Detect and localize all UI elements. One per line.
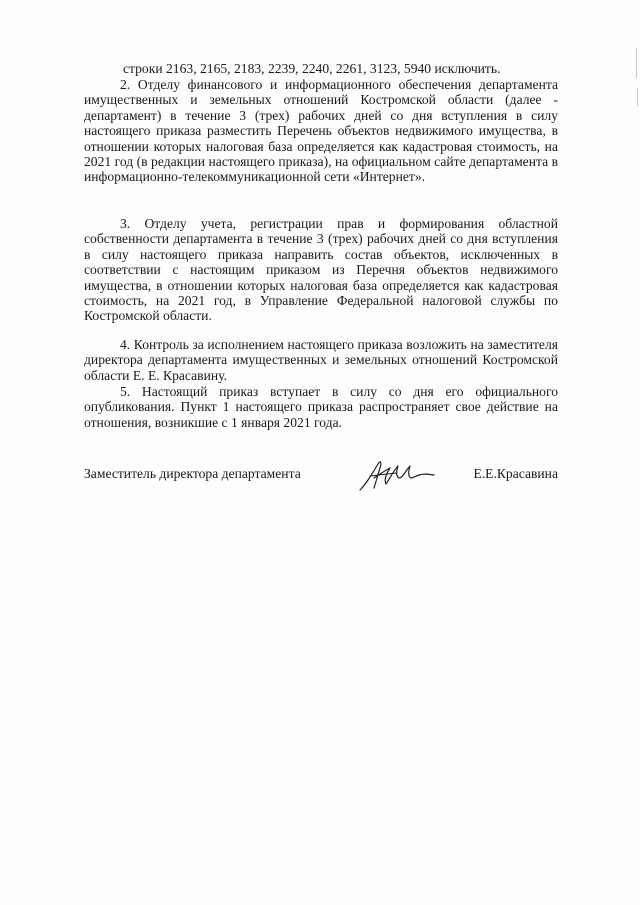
paragraph-2 <box>84 77 558 185</box>
paragraph-5-text: 5. Настоящий приказ вступает в силу со дня его официального опубликования. Пункт 1 настоящего приказа распространяет свое действие на отношения, возникшие с 1 января 2021 года. <box>84 384 558 430</box>
handwritten-signature <box>356 456 436 494</box>
scan-edge-mark <box>637 88 638 106</box>
paragraph-5 <box>84 384 558 430</box>
paragraph-4-text: 4. Контроль за исполнением настоящего приказа возложить на заместителя директора департамента имущественных и земельных отношений Костромской области Е. Е. Красавину. <box>84 337 558 383</box>
signer-name: Е.Е.Красавина <box>473 466 558 481</box>
continuation-line: строки 2163, 2165, 2183, 2239, 2240, 2261, 3123, 5940 исключить. <box>123 61 501 76</box>
signer-title: Заместитель директора департамента <box>84 466 301 481</box>
paragraph-4 <box>84 337 558 383</box>
paragraph-3-text: 3. Отделу учета, регистрации прав и формирования областной собственности департамента в течение 3 (трех) рабочих дней со дня вступления в силу настоящего приказа направить состав объектов, исключенных в соответствии с настоящим приказом из Перечня объектов недвижимого имущества, в отношении которых налоговая база определяется как кадастровая стоимость, на 2021 год, в Управление Федеральной налоговой службы по Костромской области. <box>84 216 558 324</box>
paragraph-3 <box>84 216 558 324</box>
scan-edge-mark <box>636 48 637 78</box>
paragraph-2-text: 2. Отделу финансового и информационного обеспечения департамента имущественных и земельных отношений Костромской области (далее - департамент) в течение 3 (трех) рабочих дней со дня вступления в силу настоящего приказа разместить Перечень объектов недвижимого имущества, в отношении которых налоговая база определяется как кадастровая стоимость, на 2021 год (в редакции настоящего приказа), на официальном сайте департамента в информационно-телекоммуникационной сети «Интернет». <box>84 77 558 185</box>
signature-block <box>84 466 558 496</box>
